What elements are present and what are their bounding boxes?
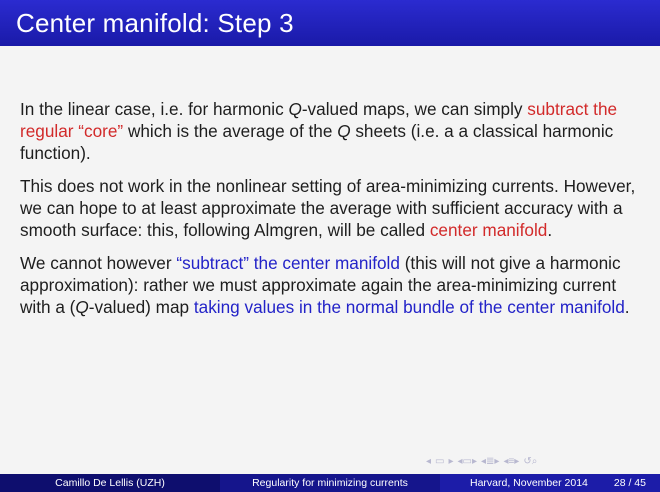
slide-title: Center manifold: Step 3 [16, 7, 294, 38]
footer-venue: Harvard, November 2014 [469, 477, 588, 489]
nav-search-icon[interactable]: ↺⌕ [523, 455, 538, 467]
text-run: -valued) map [88, 297, 194, 317]
text-run: In the linear case, i.e. for harmonic [20, 99, 289, 119]
nav-left-icon[interactable]: ◂ [426, 455, 432, 467]
footer-talk-title: Regularity for minimizing currents [252, 477, 408, 489]
nav-subsection-icon[interactable]: ◂▭▸ [457, 455, 478, 467]
math-q: Q [75, 297, 89, 317]
highlight-normal-bundle: taking values in the normal bundle of the center manifold [193, 297, 625, 317]
text-run: This does not work in the nonlinear setting of area-minimizing currents. However, we can hope to at least approximate the average with sufficient accuracy with a smooth surface: this, following Almgren, will be called [20, 176, 636, 240]
text-run: (this will not give a harmonic approximation): rather we must approximate again the area-minimizing current with a ( [20, 253, 621, 317]
highlight-subtract-center-manifold: “subtract” the center manifold [176, 253, 400, 273]
text-run: sheets (i.e. a a classical harmonic function). [20, 121, 614, 163]
title-bar [0, 0, 660, 46]
footer-page-number: 28 / 45 [613, 477, 646, 489]
beamer-navigation [426, 455, 652, 467]
nav-right-icon[interactable]: ▸ [448, 455, 454, 467]
text-run: . [624, 297, 630, 317]
nav-frame-icon[interactable]: ▭ [435, 455, 445, 467]
math-q: Q [288, 99, 302, 119]
text-run: -valued maps, we can simply [301, 99, 528, 119]
footer-author-cell [0, 474, 220, 492]
footer-author: Camillo De Lellis (UZH) [55, 477, 165, 489]
nav-section-icon[interactable]: ◂≣▸ [481, 455, 500, 467]
paragraph-approximation [20, 252, 648, 318]
text-run: which is the average of the [123, 121, 338, 141]
nav-slide-icon[interactable]: ◂≡▸ [503, 455, 520, 467]
text-run: . [547, 220, 553, 240]
footer-title-cell [220, 474, 440, 492]
math-q: Q [337, 121, 351, 141]
paragraph-linear-case [20, 98, 648, 164]
highlight-subtract-core: subtract the regular “core” [20, 99, 618, 141]
slide-body [20, 98, 648, 329]
footer-bar [0, 474, 660, 492]
paragraph-nonlinear [20, 175, 648, 241]
text-run: We cannot however [20, 253, 177, 273]
highlight-center-manifold: center manifold [429, 220, 548, 240]
footer-venue-cell [440, 474, 660, 492]
